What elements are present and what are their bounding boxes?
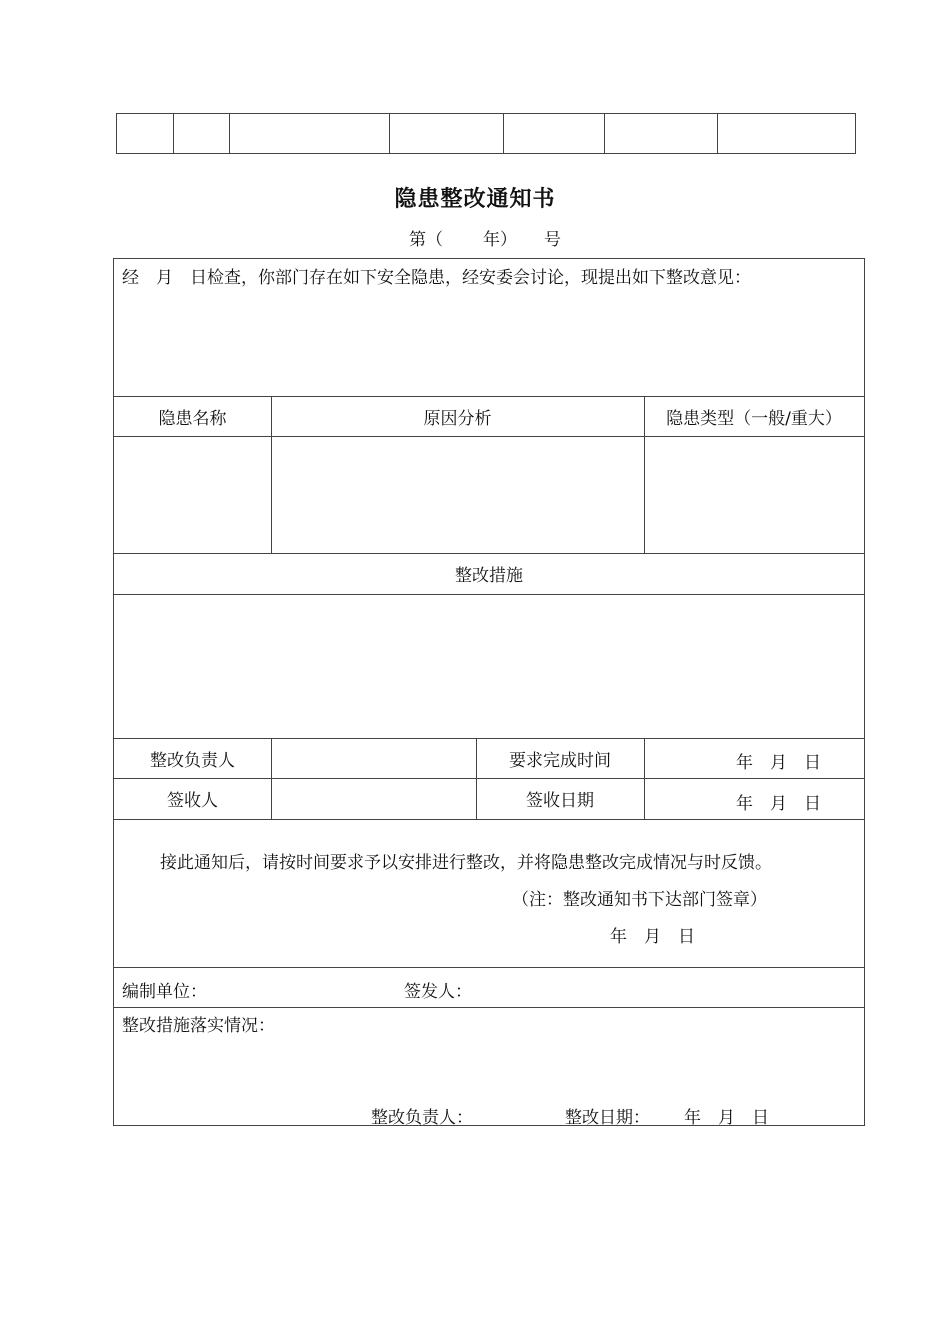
receipt-date: 年 月 日 [736,794,821,814]
notice-date: 年 月 日 [610,927,695,947]
issuer-label: 签发人： [404,982,472,1002]
deadline-label: 要求完成时间 [509,750,611,771]
col-divider [271,738,272,819]
stub-divider [717,114,718,153]
measures-header: 整改措施 [455,566,523,586]
previous-table-stub [116,113,856,154]
responsible-label: 整改负责人 [150,750,235,771]
impl-date-label: 整改日期： [565,1108,650,1128]
stub-divider [229,114,230,153]
number-year: 年） [483,230,517,250]
row-divider [114,819,864,820]
stub-divider [604,114,605,153]
receipt-date-label: 签收日期 [526,791,594,811]
number-prefix: 第（ [409,230,443,250]
number-suffix: 号 [544,230,561,250]
intro-text: 经 月 日检查，你部门存在如下安全隐患，经安委会讨论，现提出如下整改意见： [122,268,751,288]
notice-form [113,258,865,1126]
deadline-date: 年 月 日 [736,753,821,773]
stub-divider [389,114,390,153]
stub-divider [503,114,504,153]
impl-date-value: 年 月 日 [684,1108,769,1128]
row-divider [114,436,864,437]
implementation-label: 整改措施落实情况： [122,1016,275,1036]
notice-note: （注：整改通知书下达部门签章） [512,890,767,910]
receiver-label: 签收人 [167,791,218,811]
hazard-type-header: 隐患类型（一般/重大） [666,408,842,429]
compiler-label: 编制单位： [122,982,207,1002]
page-title: 隐患整改通知书 [394,187,556,212]
cause-analysis-header: 原因分析 [423,408,492,429]
row-divider [114,594,864,595]
row-divider [114,1007,864,1008]
stub-divider [173,114,174,153]
col-divider [644,738,645,819]
row-divider [114,967,864,968]
impl-responsible-label: 整改负责人： [371,1108,473,1128]
notice-text: 接此通知后，请按时间要求予以安排进行整改，并将隐患整改完成情况与时反馈。 [160,853,772,873]
hazard-name-header: 隐患名称 [158,408,227,429]
